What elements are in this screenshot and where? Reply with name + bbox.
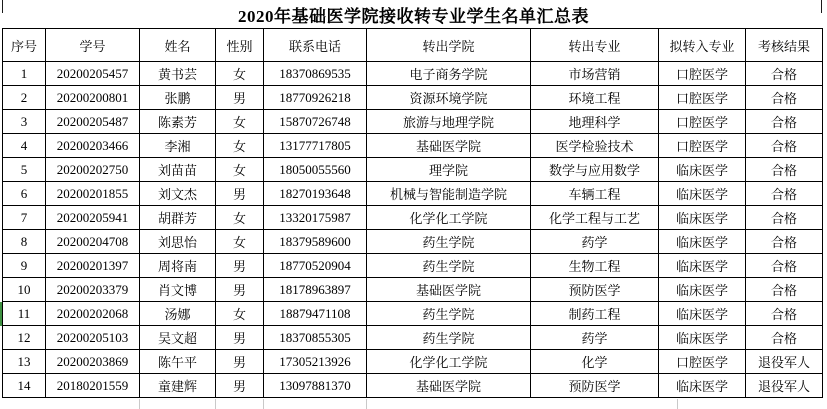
column-header: 性别 [216, 29, 264, 62]
cell: 13177717805 [264, 134, 367, 158]
cell: 18379589600 [264, 230, 367, 254]
cell: 18770926218 [264, 86, 367, 110]
cell: 化学工程与工艺 [531, 206, 659, 230]
cell: 旅游与地理学院 [367, 110, 531, 134]
cell: 20200204708 [46, 230, 140, 254]
cell: 20200203466 [46, 134, 140, 158]
cell: 13097881370 [264, 374, 367, 398]
column-header: 转出学院 [367, 29, 531, 62]
cell: 20200203379 [46, 278, 140, 302]
cell: 女 [216, 134, 264, 158]
cell: 刘思怡 [140, 230, 216, 254]
cell: 男 [216, 350, 264, 374]
column-header: 学号 [46, 29, 140, 62]
cell: 化学化工学院 [367, 350, 531, 374]
cell: 11 [3, 302, 46, 326]
cell: 男 [216, 182, 264, 206]
cell: 汤娜 [140, 302, 216, 326]
cell: 药学 [531, 326, 659, 350]
table-row [3, 326, 823, 350]
cell: 电子商务学院 [367, 62, 531, 86]
cell: 退役军人 [746, 374, 823, 398]
cell: 陈素芳 [140, 110, 216, 134]
cell: 预防医学 [531, 374, 659, 398]
cell: 合格 [746, 230, 823, 254]
table-row [3, 110, 823, 134]
cell: 10 [3, 278, 46, 302]
cell: 预防医学 [531, 278, 659, 302]
cell: 8 [3, 230, 46, 254]
cell: 15870726748 [264, 110, 367, 134]
cell: 9 [3, 254, 46, 278]
cell: 机械与智能制造学院 [367, 182, 531, 206]
cell: 口腔医学 [659, 134, 746, 158]
cell: 14 [3, 374, 46, 398]
cell: 17305213926 [264, 350, 367, 374]
cell: 黄书芸 [140, 62, 216, 86]
cell: 口腔医学 [659, 62, 746, 86]
cell: 制药工程 [531, 302, 659, 326]
cell: 合格 [746, 206, 823, 230]
cell: 20200202750 [46, 158, 140, 182]
cell: 吴文超 [140, 326, 216, 350]
cell: 20200205941 [46, 206, 140, 230]
cell: 口腔医学 [659, 350, 746, 374]
cell: 女 [216, 206, 264, 230]
gridline-stub [139, 399, 140, 409]
cell: 童建辉 [140, 374, 216, 398]
cell: 合格 [746, 86, 823, 110]
cell: 陈午平 [140, 350, 216, 374]
table-row [3, 254, 823, 278]
cell: 女 [216, 230, 264, 254]
cell: 20200205457 [46, 62, 140, 86]
table-row [3, 206, 823, 230]
cell: 刘苗苗 [140, 158, 216, 182]
cell: 合格 [746, 302, 823, 326]
students-table [2, 28, 823, 398]
cell: 医学检验技术 [531, 134, 659, 158]
cell: 18370869535 [264, 62, 367, 86]
cell: 肖文博 [140, 278, 216, 302]
column-header: 转出专业 [531, 29, 659, 62]
cell: 7 [3, 206, 46, 230]
gridline-stub [677, 399, 678, 409]
cell: 女 [216, 158, 264, 182]
cell: 临床医学 [659, 254, 746, 278]
cell: 临床医学 [659, 158, 746, 182]
cell: 20180201559 [46, 374, 140, 398]
title-right-border-stub [821, 0, 822, 13]
cell: 18270193648 [264, 182, 367, 206]
cell: 临床医学 [659, 278, 746, 302]
cell: 口腔医学 [659, 110, 746, 134]
cell: 临床医学 [659, 230, 746, 254]
cell: 20200201855 [46, 182, 140, 206]
cell: 地理科学 [531, 110, 659, 134]
page-title: 2020年基础医学院接收转专业学生名单汇总表 [238, 6, 589, 26]
cell: 合格 [746, 278, 823, 302]
cell: 资源环境学院 [367, 86, 531, 110]
cell: 合格 [746, 134, 823, 158]
table-row [3, 134, 823, 158]
cell: 口腔医学 [659, 86, 746, 110]
cell: 18178963897 [264, 278, 367, 302]
cell: 5 [3, 158, 46, 182]
cell: 13 [3, 350, 46, 374]
cell: 男 [216, 254, 264, 278]
row-11-green-marker [0, 302, 2, 326]
cell: 退役军人 [746, 350, 823, 374]
cell: 男 [216, 86, 264, 110]
cell: 18770520904 [264, 254, 367, 278]
cell: 女 [216, 302, 264, 326]
cell: 18370855305 [264, 326, 367, 350]
column-header: 姓名 [140, 29, 216, 62]
title-left-border-stub [2, 0, 3, 13]
cell: 18050055560 [264, 158, 367, 182]
cell: 临床医学 [659, 302, 746, 326]
cell: 女 [216, 62, 264, 86]
cell: 20200201397 [46, 254, 140, 278]
cell: 男 [216, 326, 264, 350]
cell: 刘文杰 [140, 182, 216, 206]
table-row [3, 158, 823, 182]
cell: 男 [216, 278, 264, 302]
cell: 合格 [746, 110, 823, 134]
cell: 临床医学 [659, 206, 746, 230]
table-row [3, 62, 823, 86]
cell: 临床医学 [659, 182, 746, 206]
cell: 合格 [746, 326, 823, 350]
cell: 基础医学院 [367, 374, 531, 398]
cell: 市场营销 [531, 62, 659, 86]
cell: 1 [3, 62, 46, 86]
column-header: 拟转入专业 [659, 29, 746, 62]
cell: 药生学院 [367, 230, 531, 254]
cell: 药生学院 [367, 326, 531, 350]
cell: 合格 [746, 62, 823, 86]
cell: 环境工程 [531, 86, 659, 110]
cell: 女 [216, 110, 264, 134]
column-header: 联系电话 [264, 29, 367, 62]
cell: 张鹏 [140, 86, 216, 110]
table-row [3, 278, 823, 302]
cell: 药生学院 [367, 302, 531, 326]
cell: 4 [3, 134, 46, 158]
cell: 临床医学 [659, 326, 746, 350]
gridline-stub [263, 399, 264, 409]
cell: 3 [3, 110, 46, 134]
table-header-row [3, 29, 823, 62]
cell: 男 [216, 374, 264, 398]
cell: 药学 [531, 230, 659, 254]
column-header: 序号 [3, 29, 46, 62]
cell: 20200205103 [46, 326, 140, 350]
table-row [3, 302, 823, 326]
cell: 6 [3, 182, 46, 206]
table-row [3, 86, 823, 110]
cell: 合格 [746, 254, 823, 278]
table-row [3, 182, 823, 206]
cell: 合格 [746, 182, 823, 206]
cell: 20200200801 [46, 86, 140, 110]
cell: 2 [3, 86, 46, 110]
cell: 药生学院 [367, 254, 531, 278]
cell: 车辆工程 [531, 182, 659, 206]
cell: 胡群芳 [140, 206, 216, 230]
cell: 数学与应用数学 [531, 158, 659, 182]
cell: 12 [3, 326, 46, 350]
cell: 13320175987 [264, 206, 367, 230]
cell: 临床医学 [659, 374, 746, 398]
cell: 生物工程 [531, 254, 659, 278]
table-row [3, 374, 823, 398]
column-header: 考核结果 [746, 29, 823, 62]
cell: 合格 [746, 158, 823, 182]
cell: 20200205487 [46, 110, 140, 134]
cell: 20200202068 [46, 302, 140, 326]
cell: 基础医学院 [367, 278, 531, 302]
table-row [3, 230, 823, 254]
cell: 理学院 [367, 158, 531, 182]
gridline-stub [366, 399, 367, 409]
cell: 基础医学院 [367, 134, 531, 158]
cell: 周将南 [140, 254, 216, 278]
cell: 化学 [531, 350, 659, 374]
cell: 李湘 [140, 134, 216, 158]
cell: 20200203869 [46, 350, 140, 374]
cell: 化学化工学院 [367, 206, 531, 230]
cell: 18879471108 [264, 302, 367, 326]
gridline-stub [215, 399, 216, 409]
table-row [3, 350, 823, 374]
